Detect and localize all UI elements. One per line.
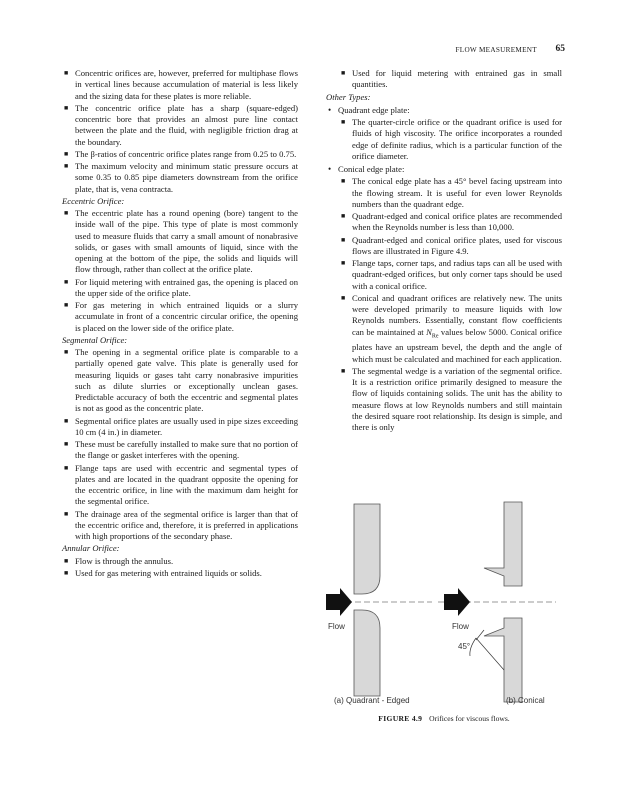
reynolds-symbol: N	[426, 326, 432, 337]
other-types-heading: Other Types:	[326, 91, 371, 102]
segmental-heading: Segmental Orifice:	[62, 334, 128, 345]
orifice-diagram	[326, 490, 562, 710]
square-bullet-icon: ■	[64, 463, 69, 472]
flow-label-b: Flow	[452, 622, 469, 631]
flow-label-a: Flow	[328, 622, 345, 631]
square-bullet-icon: ■	[64, 568, 69, 577]
list-item: ■ Concentric orifices are, however, preferred for multiphase flows in vertical lines because accumulation of material is less likely and the sizing data for these plates is more reliable.	[64, 68, 298, 101]
square-bullet-icon: ■	[64, 69, 69, 77]
right-column	[326, 68, 562, 434]
eccentric-heading: Eccentric Orifice:	[62, 195, 125, 206]
list-item: ■ The segmental wedge is a variation of the segmental orifice. It is a restriction orifice primarily designed to measure the flow of liquids containing solids. The unit has the ability to measure flows at low Reynolds numbers and still maintain the desired square root relationship. Its design is simple, and there is only	[341, 365, 562, 433]
square-bullet-icon: ■	[64, 416, 69, 425]
flow-arrow-icon	[444, 588, 470, 616]
list-item: ■ The drainage area of the segmental orifice is larger than that of the eccentric orifice and, therefore, it is preferred in applications with high proportions of the secondary phase.	[64, 508, 298, 541]
square-bullet-icon: ■	[341, 69, 346, 77]
square-bullet-icon: ■	[64, 162, 69, 170]
square-bullet-icon: ■	[64, 301, 69, 309]
square-bullet-icon: ■	[64, 149, 69, 158]
list-item: ■ For liquid metering with entrained gas, the opening is placed on the upper side of the orifice plate.	[64, 276, 298, 298]
subfigure-a-label: (a) Quadrant - Edged	[334, 696, 410, 705]
list-item: ■ Segmental orifice plates are usually used in pipe sizes exceeding 10 cm (4 in.) in diameter.	[64, 415, 298, 437]
list-item: ■ Flow is through the annulus.	[64, 555, 174, 566]
figure-number: FIGURE 4.9	[378, 714, 423, 723]
square-bullet-icon: ■	[341, 259, 346, 267]
round-bullet-icon: •	[328, 164, 332, 174]
list-item: ■ The β-ratios of concentric orifice plates range from 0.25 to 0.75.	[64, 148, 297, 159]
square-bullet-icon: ■	[341, 177, 346, 186]
list-item: ■ These must be carefully installed to make sure that no portion of the flange or gasket interferes with the opening.	[64, 439, 298, 461]
list-item: ■ The maximum velocity and minimum static pressure occurs at some 0.35 to 0.85 pipe diameters downstream from the orifice plate, that is, vena contracta.	[64, 161, 298, 194]
annular-heading: Annular Orifice:	[62, 543, 120, 554]
left-column	[62, 68, 298, 580]
list-item: ■ The eccentric plate has a round opening (bore) tangent to the inside wall of the pipe. This type of plate is most commonly used to measure fluids that carry a small amount of nonabrasive solids, or gases with small amounts of liquid, since with the opening at the bottom of the pipe, the solids and liquids will flow through, rather than collect at the orifice plate.	[64, 208, 298, 275]
list-item: ■ Quadrant-edged and conical orifice plates are recommended when the Reynolds number is less than 10,000.	[341, 211, 562, 233]
list-item: ■ Flange taps, corner taps, and radius taps can all be used with quadrant-edged orifices, but only corner taps should be used with a conical orifice.	[341, 258, 562, 291]
square-bullet-icon: ■	[64, 209, 69, 217]
square-bullet-icon: ■	[341, 293, 346, 302]
figure-4-9	[326, 490, 562, 730]
list-item: ■ The quarter-circle orifice or the quadrant orifice is used for fluids of high viscosity. The orifice incorporates a rounded edge of definite radius, which is a particular function of the orifice diameter.	[341, 117, 562, 161]
list-item: ■ Quadrant-edged and conical orifice plates, used for viscous flows are illustrated in Figure 4.9.	[341, 234, 562, 256]
square-bullet-icon: ■	[64, 509, 69, 518]
square-bullet-icon: ■	[64, 103, 69, 112]
list-item: ■ The conical edge plate has a 45° bevel facing upstream into the flowing stream. It is useful for even lower Reynolds numbers than the quadrant edge.	[341, 176, 562, 209]
round-bullet-icon: •	[328, 104, 332, 115]
figure-caption	[326, 714, 562, 723]
square-bullet-icon: ■	[341, 235, 346, 244]
running-header	[0, 44, 617, 58]
header-title: FLOW MEASUREMENT	[455, 46, 537, 54]
square-bullet-icon: ■	[64, 277, 69, 286]
square-bullet-icon: ■	[64, 556, 69, 565]
square-bullet-icon: ■	[341, 212, 346, 220]
angle-label: 45°	[458, 642, 471, 651]
reynolds-subscript: Re	[431, 333, 439, 340]
square-bullet-icon: ■	[341, 366, 346, 375]
square-bullet-icon: ■	[64, 348, 69, 356]
list-item: ■ Flange taps are used with eccentric and segmental types of plates and are located in the quadrant opposite the opening for the eccentric orifice, in line with the maximum dam height for the segmental orifice.	[64, 462, 298, 507]
list-item: ■ Conical and quadrant orifices are relatively new. The units were developed primarily to measure liquids with low Reynolds numbers. Essentially, constant flow coefficients can be maintained at $N_{Re}$ values below 5000. Conical orifice plates have an upstream bevel, the depth and the angle of which must be calculated and machined for each application.	[341, 292, 562, 364]
quadrant-edge-title: • Quadrant edge plate:	[328, 104, 410, 115]
page-number: 65	[555, 44, 565, 54]
square-bullet-icon: ■	[64, 440, 69, 448]
list-item: ■ Used for gas metering with entrained liquids or solids.	[64, 567, 262, 578]
list-item: ■ The concentric orifice plate has a sharp (square-edged) concentric bore that provides an almost pure line contact between the plate and the fluid, with negligible friction drag at the boundary.	[64, 102, 298, 147]
square-bullet-icon: ■	[341, 118, 346, 126]
list-item: ■ Used for liquid metering with entrained gas in small quantities.	[341, 68, 562, 90]
figure-caption-text: Orifices for viscous flows.	[429, 714, 510, 723]
list-item: ■ For gas metering in which entrained liquids or a slurry accumulate in front of a concentric circular orifice, the opening is placed on the lower side of the orifice plate.	[64, 300, 298, 333]
conical-edge-title: • Conical edge plate:	[328, 164, 405, 174]
list-item: ■ The opening in a segmental orifice plate is comparable to a partially opened gate valve. This plate is generally used for measuring liquids or gases taht carry nonabrasive impurities such as dilute slurries or exceptionally unclean gases. Predictable accuracy of both the eccentric and segmental plates is not as good as the concentric plate.	[64, 347, 298, 414]
subfigure-b-label: (b) Conical	[506, 696, 545, 705]
